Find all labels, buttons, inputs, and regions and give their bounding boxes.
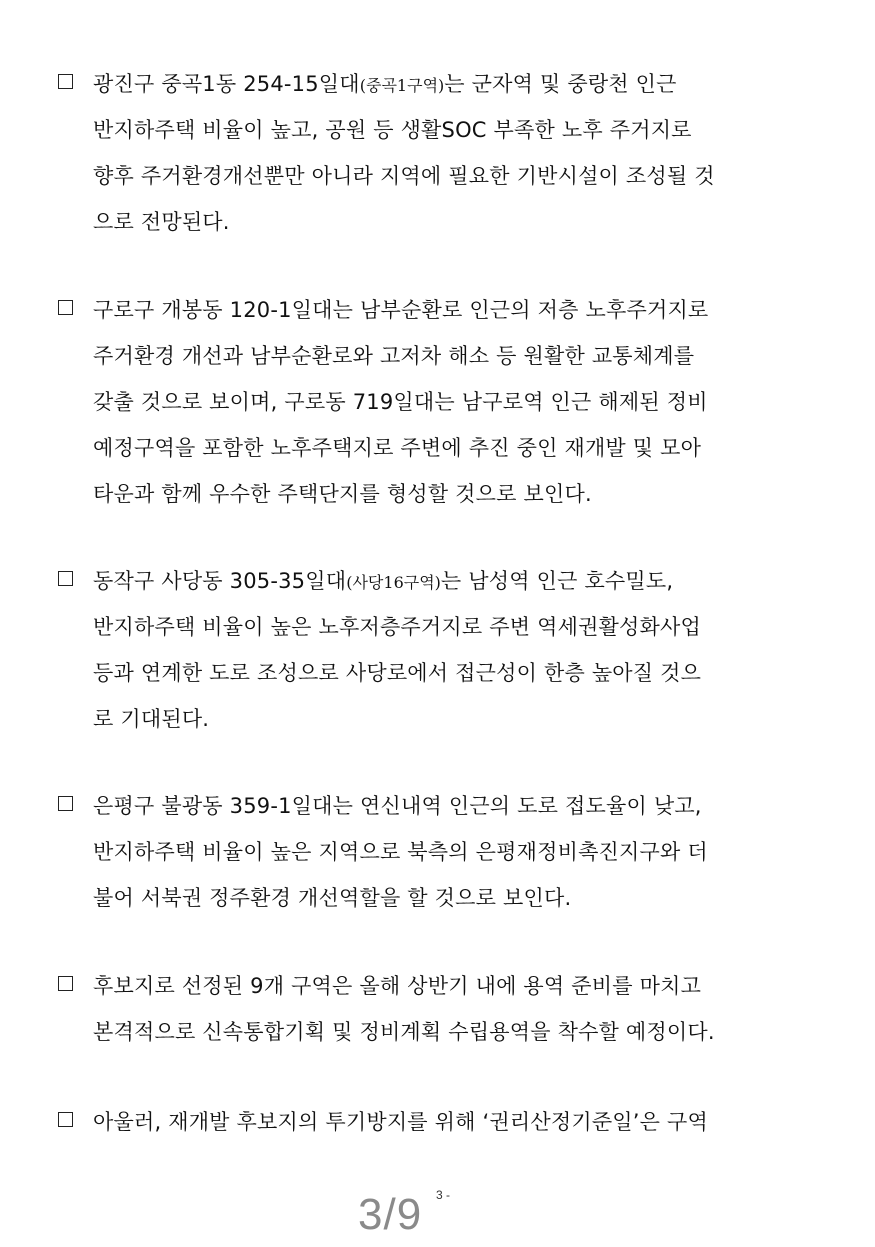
- paragraph-line: 광진구 중곡1동 254-15일대(중곡1구역)는 군자역 및 중랑천 인근: [93, 72, 677, 96]
- paragraph-line: 반지하주택 비율이 높고, 공원 등 생활SOC 부족한 노후 주거지로: [93, 118, 692, 142]
- paragraph-line: 본격적으로 신속통합기획 및 정비계획 수립용역을 착수할 예정이다.: [93, 1020, 715, 1044]
- paragraph-line: 반지하주택 비율이 높은 노후저층주거지로 주변 역세권활성화사업: [93, 615, 701, 639]
- paragraph-line: 은평구 불광동 359-1일대는 연신내역 인근의 도로 접도율이 낮고,: [93, 794, 702, 818]
- page-number-suffix: 3 -: [436, 1188, 451, 1202]
- paragraph-line: 으로 전망된다.: [93, 210, 230, 234]
- checkbox-bullet-icon: [58, 976, 73, 991]
- paragraph-line: 향후 주거환경개선뿐만 아니라 지역에 필요한 기반시설이 조성될 것: [93, 164, 715, 188]
- paragraph-line: 등과 연계한 도로 조성으로 사당로에서 접근성이 한층 높아질 것으: [93, 661, 702, 685]
- checkbox-bullet-icon: [58, 796, 73, 811]
- paragraph-line: 구로구 개봉동 120-1일대는 남부순환로 인근의 저층 노후주거지로: [93, 298, 709, 322]
- paragraph-line: 타운과 함께 우수한 주택단지를 형성할 것으로 보인다.: [93, 482, 592, 506]
- checkbox-bullet-icon: [58, 571, 73, 586]
- checkbox-bullet-icon: [58, 1112, 73, 1127]
- paragraph-line: 갖출 것으로 보이며, 구로동 719일대는 남구로역 인근 해제된 정비: [93, 390, 708, 414]
- page-indicator: 3/9: [358, 1190, 423, 1239]
- paragraph-line: 로 기대된다.: [93, 707, 210, 731]
- checkbox-bullet-icon: [58, 74, 73, 89]
- paragraph-line: 반지하주택 비율이 높은 지역으로 북측의 은평재정비촉진지구와 더: [93, 840, 708, 864]
- paragraph-line: 예정구역을 포함한 노후주택지로 주변에 추진 중인 재개발 및 모아: [93, 436, 702, 460]
- paragraph-line: 주거환경 개선과 남부순환로와 고저차 해소 등 원활한 교통체계를: [93, 344, 695, 368]
- paragraph-line: 불어 서북권 정주환경 개선역할을 할 것으로 보인다.: [93, 886, 572, 910]
- paragraph-line: 아울러, 재개발 후보지의 투기방지를 위해 ‘권리산정기준일’은 구역: [93, 1110, 708, 1134]
- paragraph-line: 동작구 사당동 305-35일대(사당16구역)는 남성역 인근 호수밀도,: [93, 569, 674, 593]
- paragraph-line: 후보지로 선정된 9개 구역은 올해 상반기 내에 용역 준비를 마치고: [93, 974, 702, 998]
- checkbox-bullet-icon: [58, 300, 73, 315]
